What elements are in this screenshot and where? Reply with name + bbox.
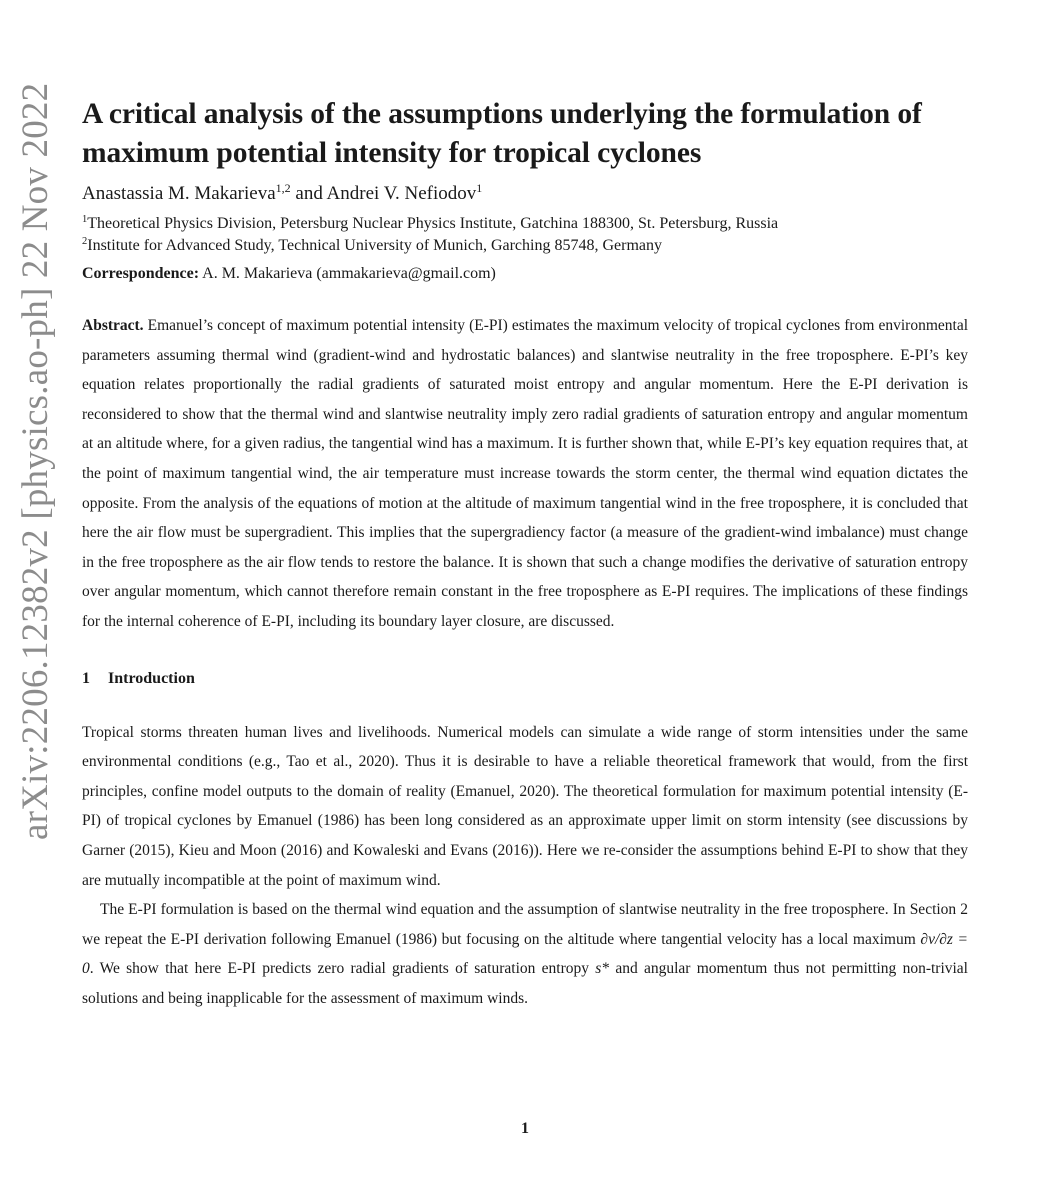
- abstract-label: Abstract.: [82, 317, 144, 334]
- paragraph-text: The E-PI formulation is based on the thermal wind equation and the assumption of slantwise neutrality in the free troposphere. In Section 2 we repeat the E-PI derivation following Emanuel (1986) but focusing on the altitude where tangential velocity has a local maximum: [82, 901, 968, 948]
- paper-page: [82, 95, 968, 1013]
- paper-title: A critical analysis of the assumptions underlying the formulation of maximum potential intensity for tropical cyclones: [82, 98, 922, 169]
- correspondence-label: Correspondence:: [82, 265, 200, 282]
- author-line: [82, 181, 968, 207]
- abstract-text: Emanuel’s concept of maximum potential intensity (E-PI) estimates the maximum velocity of tropical cyclones from environmental parameters assuming thermal wind (gradient-wind and hydrostatic balances) and slantwise neutrality in the free troposphere. E-PI’s key equation relates proportionally the radial gradients of saturated moist entropy and angular momentum. Here the E-PI derivation is reconsidered to show that the thermal wind and slantwise neutrality imply zero radial gradients of saturation entropy and angular momentum at an altitude where, for a given radius, the tangential wind has a maximum. It is further shown that, while E-PI’s key equation requires that, at the point of maximum tangential wind, the air temperature must increase towards the storm center, the thermal wind equation dictates the opposite. From the analysis of the equations of motion at the altitude of maximum tangential wind in the free troposphere, it is concluded that here the air flow must be supergradient. This implies that the supergradiency factor (a measure of the gradient-wind imbalance) must change in the free troposphere as the air flow tends to restore the balance. It is shown that such a change modifies the derivative of saturation entropy over angular momentum, which cannot therefore remain constant in the free troposphere as E-PI requires. The implications of these findings for the internal coherence of E-PI, including its boundary layer closure, are discussed.: [82, 317, 968, 630]
- correspondence-text: A. M. Makarieva (ammakarieva@gmail.com): [199, 265, 496, 282]
- affiliation-marker: 1: [476, 181, 483, 195]
- affiliation-marker: 2: [82, 236, 88, 247]
- author-connector: and: [290, 183, 327, 204]
- affiliation-marker: 1: [82, 214, 88, 225]
- arxiv-identifier-stamp: [4, 80, 64, 840]
- affiliation-text: Institute for Advanced Study, Technical University of Munich, Garching 85748, Germany: [87, 237, 662, 254]
- author-name: Anastassia M. Makarieva: [82, 183, 276, 204]
- correspondence-line: [82, 265, 968, 283]
- section-title: Introduction: [108, 669, 195, 687]
- paragraph-text: and angular momentum thus not permitting non-trivial solutions and being inapplicable for the assessment of maximum winds.: [82, 960, 968, 1007]
- math-expression: ∂v/∂z = 0: [82, 930, 969, 978]
- intro-paragraph-2: [82, 895, 968, 1013]
- arxiv-stamp-text: arXiv:2206.12382v2 [physics.ao-ph] 22 Nov 2022: [15, 82, 56, 840]
- affiliation-line: [82, 213, 968, 235]
- paragraph-text: . We show that here E-PI predicts zero radial gradients of saturation entropy: [89, 960, 596, 978]
- section-heading: [82, 670, 968, 688]
- page-number: 1: [521, 1120, 529, 1137]
- section-number: 1: [82, 669, 90, 687]
- affiliation-line: [82, 235, 968, 257]
- intro-paragraph-1: Tropical storms threaten human lives and livelihoods. Numerical models can simulate a wide range of storm intensities under the same environmental conditions (e.g., Tao et al., 2020). Thus it is desirable to have a reliable theoretical framework that would, from the first principles, confine model outputs to the domain of reality (Emanuel, 2020). The theoretical formulation for maximum potential intensity (E-PI) of tropical cyclones by Emanuel (1986) has been long considered as an approximate upper limit on storm intensity (see discussions by Garner (2015), Kieu and Moon (2016) and Kowaleski and Evans (2016)). Here we re-consider the assumptions behind E-PI to show that they are mutually incompatible at the point of maximum wind.: [82, 723, 968, 889]
- affiliation-text: Theoretical Physics Division, Petersburg Nuclear Physics Institute, Gatchina 188300, St. Petersburg, Russia: [87, 215, 779, 232]
- math-symbol: s*: [595, 960, 610, 978]
- affiliations: [82, 213, 968, 257]
- abstract: [82, 311, 968, 637]
- author-name: Andrei V. Nefiodov: [326, 183, 477, 204]
- affiliation-marker: 1,2: [275, 181, 291, 195]
